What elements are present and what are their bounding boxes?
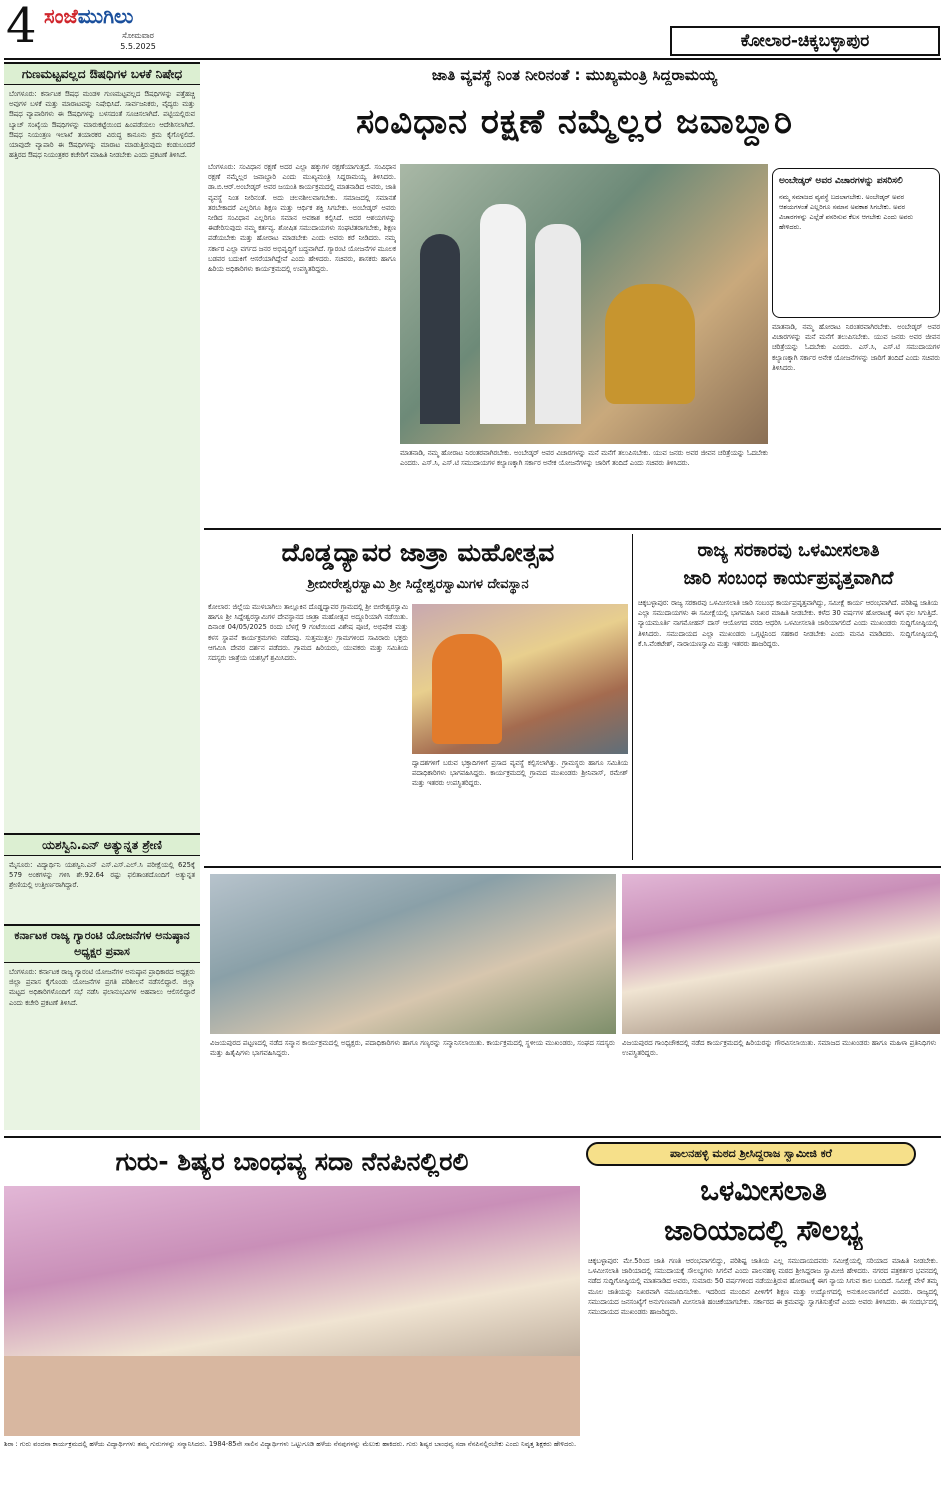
story3-headline: ಕರ್ನಾಟಕ ರಾಜ್ಯ ಗ್ಯಾರಂಟಿ ಯೋಜನೆಗಳ ಅನುಷ್ಠಾನ ಅಧ್ಯಕ್ಷರ ಪ್ರವಾಸ — [4, 924, 200, 963]
jatra-body2-text: ದ್ವಾದಶಗಳಿಗೆ ಬರುವ ಭಕ್ತಾದಿಗಳಿಗೆ ಪ್ರಸಾದ ವ್ಯವಸ್ಥೆ ಕಲ್ಪಿಸಲಾಗಿತ್ತು. ಗ್ರಾಮಸ್ಥರು ಹಾಗೂ ಸಮಿತಿಯ ಪದಾಧಿಕಾರಿಗಳು ಭಾಗವಹಿಸಿದ್ದರು. ಕಾರ್ಯಕ್ರಮದಲ್ಲಿ ಗ್ರಾಮದ ಮುಖಂಡರು ಶ್ರೀನಿವಾಸ್, ರಮೇಶ್ ಮತ್ತು ಇತರರು ಉಪಸ್ಥಿತರಿದ್ದರು. — [412, 759, 628, 788]
lead-photo — [400, 164, 768, 444]
lead-body2-under-photo: ಮಾತನಾಡಿ, ನಮ್ಮ ಹೋರಾಟ ನಿರಂತರವಾಗಿರಬೇಕು. ಅಂಬೇಡ್ಕರ್ ಅವರ ವಿಚಾರಗಳನ್ನು ಮನೆ ಮನೆಗೆ ತಲುಪಿಸಬೇಕು. ಯುವ ಜನರು ಅವರ ಜೀವನ ಚರಿತ್ರೆಯನ್ನು ಓದಬೇಕು ಎಂದರು. ಎಸ್.ಸಿ, ಎಸ್.ಟಿ ಸಮುದಾಯಗಳ ಕಲ್ಯಾಣಕ್ಕಾಗಿ ಸರ್ಕಾರ ಅನೇಕ ಯೋಜನೆಗಳನ್ನು ಜಾರಿಗೆ ತಂದಿದೆ ಎಂದು ಸಚಿವರು ತಿಳಿಸಿದರು. — [400, 449, 768, 468]
left-column — [4, 62, 200, 1130]
seer-kicker: ಪಾಲನಹಳ್ಳಿ ಮಠದ ಶ್ರೀಸಿದ್ದರಾಜ ಸ್ವಾಮೀಜಿ ಕರೆ — [586, 1142, 916, 1166]
lead-body-col1 — [208, 162, 396, 522]
logo-part-2: ಮುಗಿಲು — [77, 4, 134, 28]
section-rule — [4, 1136, 941, 1138]
felicitation-photo — [210, 874, 616, 1034]
story1-headline: ಗುಣಮಟ್ಟವಲ್ಲದ ಔಷಧಿಗಳ ಬಳಕೆ ನಿಷೇಧ — [4, 62, 200, 85]
lead-pullquote — [772, 168, 940, 318]
jatra-subhead: ಶ್ರೀಬೀರೇಶ್ವರಸ್ವಾಮಿ ಶ್ರೀ ಸಿದ್ದೇಶ್ವರಸ್ವಾಮಿಗಳ ದೇವಸ್ಥಾನ — [307, 577, 529, 592]
region-banner: ಕೋಲಾರ-ಚಿಕ್ಕಬಳ್ಳಾಪುರ — [670, 26, 940, 56]
seer-headline-2: ಜಾರಿಯಾದಲ್ಲಿ ಸೌಲಭ್ಯ — [664, 1214, 863, 1247]
page-number: 4 — [6, 2, 37, 50]
jatra-body2 — [412, 758, 628, 860]
honouring-photo — [622, 874, 940, 1034]
reservation-body-text: ಚಿಕ್ಕಬಳ್ಳಾಪುರ: ರಾಜ್ಯ ಸರಕಾರವು ಒಳಮೀಸಲಾತಿ ಜಾರಿ ಸಂಬಂಧ ಕಾರ್ಯಪ್ರವೃತ್ತವಾಗಿದ್ದು, ಸಮೀಕ್ಷೆ ಕಾರ್ಯ ಆರಂಭವಾಗಿದೆ. ಪರಿಶಿಷ್ಟ ಜಾತಿಯ ಎಲ್ಲಾ ಸಮುದಾಯಗಳು ಈ ಸಮೀಕ್ಷೆಯಲ್ಲಿ ಭಾಗವಹಿಸಿ ನಿಖರ ಮಾಹಿತಿ ನೀಡಬೇಕು. ಕಳೆದ 30 ವರ್ಷಗಳ ಹೋರಾಟಕ್ಕೆ ಈಗ ಫಲ ಸಿಗುತ್ತಿದೆ. ನ್ಯಾಯಮೂರ್ತಿ ನಾಗಮೋಹನ್ ದಾಸ್ ಆಯೋಗದ ವರದಿ ಆಧರಿಸಿ ಒಳಮೀಸಲಾತಿ ಜಾರಿಯಾಗಲಿದೆ ಎಂದು ಮುಖಂಡರು ಸುದ್ದಿಗೋಷ್ಠಿಯಲ್ಲಿ ತಿಳಿಸಿದರು. ಸಮುದಾಯದ ಎಲ್ಲಾ ಮುಖಂಡರು ಒಗ್ಗಟ್ಟಿನಿಂದ ಸಹಕಾರ ನೀಡಬೇಕು ಎಂದು ಮನವಿ ಮಾಡಿದರು. ಸುದ್ದಿಗೋಷ್ಠಿಯಲ್ಲಿ ಕೆ.ಸಿ.ವೆಂಕಟೇಶ್, ನಾರಾಯಣಸ್ವಾಮಿ ಮತ್ತು ಇತರರು ಹಾಜರಿದ್ದರು. — [638, 599, 938, 648]
felicitation-caption: ವಿಜಯಪುರದ ಪಟ್ಟಣದಲ್ಲಿ ನಡೆದ ಸನ್ಮಾನ ಕಾರ್ಯಕ್ರಮದಲ್ಲಿ ಅಧ್ಯಕ್ಷರು, ಪದಾಧಿಕಾರಿಗಳು ಹಾಗೂ ಗಣ್ಯರನ್ನು ಸನ್ಮಾನಿಸಲಾಯಿತು. ಕಾರ್ಯಕ್ರಮದಲ್ಲಿ ಸ್ಥಳೀಯ ಮುಖಂಡರು, ಸಂಘದ ಸದಸ್ಯರು ಮತ್ತು ಹಿತೈಷಿಗಳು ಭಾಗವಹಿಸಿದ್ದರು. — [210, 1039, 615, 1057]
jatra-photo — [412, 604, 628, 754]
logo-part-1: ಸಂಜೆ — [44, 4, 78, 28]
lead-body-text: ಬೆಂಗಳೂರು: ಸಂವಿಧಾನ ರಕ್ಷಣೆ ಅದರ ಎಲ್ಲಾ ಹಕ್ಕುಗಳ ರಕ್ಷಣೆಯಾಗುತ್ತದೆ. ಸಂವಿಧಾನ ರಕ್ಷಣೆ ನಮ್ಮೆಲ್ಲರ ಜವಾಬ್ದಾರಿ ಎಂದು ಮುಖ್ಯಮಂತ್ರಿ ಸಿದ್ದರಾಮಯ್ಯ ತಿಳಿಸಿದರು. ಡಾ.ಬಿ.ಆರ್.ಅಂಬೇಡ್ಕರ್ ಅವರ ಜಯಂತಿ ಕಾರ್ಯಕ್ರಮದಲ್ಲಿ ಮಾತನಾಡಿದ ಅವರು, ಜಾತಿ ವ್ಯವಸ್ಥೆ ನಿಂತ ನೀರಿನಂತೆ. ಅದು ಚಲನಶೀಲವಾಗಬೇಕು. ಸಮಾಜದಲ್ಲಿ ಸಮಾನತೆ ತರಬೇಕಾದರೆ ಎಲ್ಲರಿಗೂ ಶಿಕ್ಷಣ ಮತ್ತು ಆರ್ಥಿಕ ಶಕ್ತಿ ಸಿಗಬೇಕು. ಅಂಬೇಡ್ಕರ್ ಅವರು ನೀಡಿದ ಸಂವಿಧಾನ ಎಲ್ಲರಿಗೂ ಸಮಾನ ಅವಕಾಶ ಕಲ್ಪಿಸಿದೆ. ಅದರ ಆಶಯಗಳನ್ನು ಈಡೇರಿಸುವುದು ನಮ್ಮ ಕರ್ತವ್ಯ. ಶೋಷಿತ ಸಮುದಾಯಗಳು ಸಂಘಟಿತರಾಗಬೇಕು, ಶಿಕ್ಷಣ ಪಡೆಯಬೇಕು ಮತ್ತು ಹೋರಾಟ ಮಾಡಬೇಕು ಎಂದು ಅವರು ಕರೆ ನೀಡಿದರು. ನಮ್ಮ ಸರ್ಕಾರ ಎಲ್ಲಾ ವರ್ಗದ ಜನರ ಅಭಿವೃದ್ಧಿಗೆ ಬದ್ಧವಾಗಿದೆ. ಗ್ಯಾರಂಟಿ ಯೋಜನೆಗಳ ಮೂಲಕ ಬಡವರ ಬದುಕಿಗೆ ಆಸರೆಯಾಗಿದ್ದೇವೆ ಎಂದು ಹೇಳಿದರು. ಸಚಿವರು, ಶಾಸಕರು ಹಾಗೂ ಹಿರಿಯ ಅಧಿಕಾರಿಗಳು ಕಾರ್ಯಕ್ರಮದಲ್ಲಿ ಉಪಸ್ಥಿತರಿದ್ದರು. — [208, 163, 396, 274]
guru-group-photo — [4, 1186, 580, 1436]
pullquote-title: ಅಂಬೇಡ್ಕರ್ ಅವರ ವಿಚಾರಗಳನ್ನು ಪಸರಿಸಲಿ — [779, 176, 903, 186]
story3-body — [4, 963, 200, 1111]
section-rule — [204, 866, 941, 868]
guru-caption: ಶಿರಾ : ಗುರು ವಂದನಾ ಕಾರ್ಯಕ್ರಮದಲ್ಲಿ ಹಳೆಯ ವಿದ್ಯಾರ್ಥಿಗಳು ತಮ್ಮ ಗುರುಗಳನ್ನು ಸನ್ಮಾನಿಸಿದರು. 1984-85ನೇ ಸಾಲಿನ ವಿದ್ಯಾರ್ಥಿಗಳು ಒಟ್ಟುಗೂಡಿ ಹಳೆಯ ನೆನಪುಗಳನ್ನು ಮೆಲುಕು ಹಾಕಿದರು. ಗುರು ಶಿಷ್ಯರ ಬಾಂಧವ್ಯ ಸದಾ ನೆನಪಿನಲ್ಲಿರಬೇಕು ಎಂದು ನಿವೃತ್ತ ಶಿಕ್ಷಕರು ಹೇಳಿದರು. — [4, 1440, 577, 1448]
story1-body-text: ಬೆಂಗಳೂರು: ಕರ್ನಾಟಕ ಔಷಧ ಮಂಡಳಿ ಗುಣಮಟ್ಟವಲ್ಲದ ಔಷಧಿಗಳನ್ನು ಪತ್ತೆಹಚ್ಚಿ ಅವುಗಳ ಬಳಕೆ ಮತ್ತು ಮಾರಾಟವನ್ನು ನಿಷೇಧಿಸಿದೆ. ಸಾರ್ವಜನಿಕರು, ವೈದ್ಯರು ಮತ್ತು ಔಷಧ ವ್ಯಾಪಾರಿಗಳು ಈ ಔಷಧಿಗಳನ್ನು ಬಳಸದಂತೆ ಸೂಚಿಸಲಾಗಿದೆ. ಪಟ್ಟಿಯಲ್ಲಿರುವ ಬ್ಯಾಚ್ ಸಂಖ್ಯೆಯ ಔಷಧಿಗಳನ್ನು ಮಾರುಕಟ್ಟೆಯಿಂದ ಹಿಂಪಡೆಯಲು ಆದೇಶಿಸಲಾಗಿದೆ. ಔಷಧ ನಿಯಂತ್ರಣ ಇಲಾಖೆ ತಯಾರಕರ ವಿರುದ್ಧ ಕಾನೂನು ಕ್ರಮ ಕೈಗೊಳ್ಳಲಿದೆ. ಯಾವುದೇ ವ್ಯಾಪಾರಿ ಈ ಔಷಧಿಗಳನ್ನು ಮಾರಾಟ ಮಾಡುತ್ತಿರುವುದು ಕಂಡುಬಂದರೆ ಹತ್ತಿರದ ಔಷಧ ನಿಯಂತ್ರಕರ ಕಚೇರಿಗೆ ಮಾಹಿತಿ ನೀಡಬೇಕು ಎಂದು ಪ್ರಕಟಣೆ ತಿಳಿಸಿದೆ. — [9, 90, 195, 160]
newspaper-logo — [44, 4, 224, 32]
lead-body-col3 — [772, 322, 940, 522]
jatra-headline: ದೊಡ್ಡದ್ಯಾವರ ಜಾತ್ರಾ ಮಹೋತ್ಸವ — [281, 538, 555, 567]
dateline — [98, 30, 178, 54]
seated-row — [4, 1356, 580, 1436]
honouring-caption: ವಿಜಯಪುರದ ಗಾಂಧಿಚೌಕದಲ್ಲಿ ನಡೆದ ಕಾರ್ಯಕ್ರಮದಲ್ಲಿ ಹಿರಿಯರನ್ನು ಗೌರವಿಸಲಾಯಿತು. ಸಮಾಜದ ಮುಖಂಡರು ಹಾಗೂ ಮಹಿಳಾ ಪ್ರತಿನಿಧಿಗಳು ಉಪಸ್ಥಿತರಿದ್ದರು. — [622, 1039, 937, 1057]
lead-body2-text: ಮಾತನಾಡಿ, ನಮ್ಮ ಹೋರಾಟ ನಿರಂತರವಾಗಿರಬೇಕು. ಅಂಬೇಡ್ಕರ್ ಅವರ ವಿಚಾರಗಳನ್ನು ಮನೆ ಮನೆಗೆ ತಲುಪಿಸಬೇಕು. ಯುವ ಜನರು ಅವರ ಜೀವನ ಚರಿತ್ರೆಯನ್ನು ಓದಬೇಕು ಎಂದರು. ಎಸ್.ಸಿ, ಎಸ್.ಟಿ ಸಮುದಾಯಗಳ ಕಲ್ಯಾಣಕ್ಕಾಗಿ ಸರ್ಕಾರ ಅನೇಕ ಯೋಜನೆಗಳನ್ನು ಜಾರಿಗೆ ತಂದಿದೆ ಎಂದು ಸಚಿವರು ತಿಳಿಸಿದರು. — [772, 323, 940, 372]
lead-body-under-photo — [400, 448, 768, 522]
story2-body-text: ಮೈಸೂರು: ವಿದ್ಯಾರ್ಥಿನಿ ಯಶಸ್ವಿನಿ.ಎನ್ ಎಸ್.ಎಸ್.ಎಲ್.ಸಿ ಪರೀಕ್ಷೆಯಲ್ಲಿ 625ಕ್ಕೆ 579 ಅಂಕಗಳನ್ನು ಗಳಿಸಿ ಶೇ.92.64 ರಷ್ಟು ಫಲಿತಾಂಶದೊಂದಿಗೆ ಅತ್ಯುನ್ನತ ಶ್ರೇಣಿಯಲ್ಲಿ ಉತ್ತೀರ್ಣರಾಗಿದ್ದಾರೆ. — [9, 861, 195, 890]
lead-kicker: ಜಾತಿ ವ್ಯವಸ್ಥೆ ನಿಂತ ನೀರಿನಂತೆ : ಮುಖ್ಯಮಂತ್ರಿ ಸಿದ್ದರಾಮಯ್ಯ — [431, 66, 718, 84]
reservation-headline-1: ರಾಜ್ಯ ಸರಕಾರವು ಒಳಮೀಸಲಾತಿ — [697, 540, 880, 561]
issue-date: 5.5.2025 — [120, 42, 156, 51]
section-rule — [204, 528, 941, 530]
guru-headline: ಗುರು- ಶಿಷ್ಯರ ಬಾಂಧವ್ಯ ಸದಾ ನೆನಪಿನಲ್ಲಿರಲಿ — [115, 1147, 469, 1176]
reservation-headline-2: ಜಾರಿ ಸಂಬಂಧ ಕಾರ್ಯಪ್ರವೃತ್ತವಾಗಿದೆ — [683, 568, 894, 589]
masthead-rule — [4, 58, 941, 60]
reservation-body — [638, 598, 938, 860]
story2-headline: ಯಶಸ್ವಿನಿ.ಎನ್ ಅತ್ಯುನ್ನತ ಶ್ರೇಣಿ — [4, 833, 200, 856]
lead-headline: ಸಂವಿಧಾನ ರಕ್ಷಣೆ ನಮ್ಮೆಲ್ಲರ ಜವಾಬ್ದಾರಿ — [356, 102, 793, 142]
priest-figure — [432, 634, 502, 744]
seer-headline-1: ಒಳಮೀಸಲಾತಿ — [700, 1174, 827, 1207]
column-rule — [632, 534, 633, 860]
pullquote-body: ನಮ್ಮ ಸಮಾಜದ ವ್ಯವಸ್ಥೆ ಬದಲಾಗಬೇಕು. ಅಂಬೇಡ್ಕರ್ ಅವರ ಆಶಯಗಳಂತೆ ಎಲ್ಲರಿಗೂ ಸಮಾನ ಅವಕಾಶ ಸಿಗಬೇಕು. ಅವರ ವಿಚಾರಗಳನ್ನು ಎಲ್ಲೆಡೆ ಪಸರಿಸುವ ಕೆಲಸ ಆಗಬೇಕು ಎಂದು ಅವರು ಹೇಳಿದರು. — [779, 193, 914, 231]
person-figure — [420, 234, 460, 424]
story2-body — [4, 856, 200, 924]
statue-figure — [605, 284, 695, 404]
weekday: ಸೋಮವಾರ — [122, 31, 154, 40]
story3-body-text: ಬೆಂಗಳೂರು: ಕರ್ನಾಟಕ ರಾಜ್ಯ ಗ್ಯಾರಂಟಿ ಯೋಜನೆಗಳ ಅನುಷ್ಠಾನ ಪ್ರಾಧಿಕಾರದ ಅಧ್ಯಕ್ಷರು ಜಿಲ್ಲಾ ಪ್ರವಾಸ ಕೈಗೊಂಡು ಯೋಜನೆಗಳ ಪ್ರಗತಿ ಪರಿಶೀಲನೆ ನಡೆಸಲಿದ್ದಾರೆ. ಜಿಲ್ಲಾ ಮಟ್ಟದ ಅಧಿಕಾರಿಗಳೊಂದಿಗೆ ಸಭೆ ನಡೆಸಿ ಫಲಾನುಭವಿಗಳ ಅಹವಾಲು ಆಲಿಸಲಿದ್ದಾರೆ ಎಂದು ಕಚೇರಿ ಪ್ರಕಟಣೆ ತಿಳಿಸಿದೆ. — [9, 968, 195, 1007]
seer-body-text: ಚಿಕ್ಕಬಳ್ಳಾಪುರ: ಮೇ.5ರಿಂದ ಜಾತಿ ಗಣತಿ ಆರಂಭವಾಗಲಿದ್ದು, ಪರಿಶಿಷ್ಟ ಜಾತಿಯ ಎಲ್ಲ ಸಮುದಾಯದವರು ಸಮೀಕ್ಷೆಯಲ್ಲಿ ಸರಿಯಾದ ಮಾಹಿತಿ ನೀಡಬೇಕು. ಒಳಮೀಸಲಾತಿ ಜಾರಿಯಾದಲ್ಲಿ ಸಮುದಾಯಕ್ಕೆ ಸೌಲಭ್ಯಗಳು ಸಿಗಲಿವೆ ಎಂದು ಪಾಲನಹಳ್ಳಿ ಮಠದ ಶ್ರೀಸಿದ್ದರಾಜ ಸ್ವಾಮೀಜಿ ಹೇಳಿದರು. ನಗರದ ಪತ್ರಕರ್ತರ ಭವನದಲ್ಲಿ ನಡೆದ ಸುದ್ದಿಗೋಷ್ಠಿಯಲ್ಲಿ ಮಾತನಾಡಿದ ಅವರು, ಸುಮಾರು 50 ವರ್ಷಗಳಿಂದ ನಡೆಯುತ್ತಿರುವ ಹೋರಾಟಕ್ಕೆ ಈಗ ನ್ಯಾಯ ಸಿಗುವ ಕಾಲ ಬಂದಿದೆ. ಸಮೀಕ್ಷೆ ವೇಳೆ ತಮ್ಮ ಮೂಲ ಜಾತಿಯನ್ನು ನಿಖರವಾಗಿ ನಮೂದಿಸಬೇಕು. ಇದರಿಂದ ಮುಂದಿನ ಪೀಳಿಗೆಗೆ ಶಿಕ್ಷಣ ಮತ್ತು ಉದ್ಯೋಗದಲ್ಲಿ ಅನುಕೂಲವಾಗಲಿದೆ ಎಂದರು. ರಾಜ್ಯದಲ್ಲಿ ಸಮುದಾಯದ ಜನಸಂಖ್ಯೆಗೆ ಅನುಗುಣವಾಗಿ ಮೀಸಲಾತಿ ಹಂಚಿಕೆಯಾಗಬೇಕು. ಸರ್ಕಾರದ ಈ ಕ್ರಮವನ್ನು ಸ್ವಾಗತಿಸುತ್ತೇವೆ ಎಂದು ಅವರು ತಿಳಿಸಿದರು. ಈ ಸಂದರ್ಭದಲ್ಲಿ ಸಮುದಾಯದ ಮುಖಂಡರು ಹಾಜರಿದ್ದರು. — [588, 1257, 938, 1317]
person-figure — [535, 224, 581, 424]
seer-body — [588, 1256, 938, 1490]
jatra-body — [208, 602, 408, 860]
person-figure — [480, 204, 526, 424]
jatra-body-text: ಕೋಲಾರ: ಜಿಲ್ಲೆಯ ಮುಳಬಾಗಿಲು ತಾಲ್ಲೂಕಿನ ದೊಡ್ಡದ್ಯಾವರ ಗ್ರಾಮದಲ್ಲಿ ಶ್ರೀ ಬೀರೇಶ್ವರಸ್ವಾಮಿ ಹಾಗೂ ಶ್ರೀ ಸಿದ್ದೇಶ್ವರಸ್ವಾಮಿಗಳ ದೇವಸ್ಥಾನದ ಜಾತ್ರಾ ಮಹೋತ್ಸವ ಅದ್ದೂರಿಯಾಗಿ ನಡೆಯಿತು. ದಿನಾಂಕ 04/05/2025 ರಂದು ಬೆಳಗ್ಗೆ 9 ಗಂಟೆಯಿಂದ ವಿಶೇಷ ಪೂಜೆ, ಅಭಿಷೇಕ ಮತ್ತು ಕಳಸ ಸ್ಥಾಪನೆ ಕಾರ್ಯಕ್ರಮಗಳು ನಡೆದವು. ಸುತ್ತಮುತ್ತಲ ಗ್ರಾಮಗಳಿಂದ ಸಾವಿರಾರು ಭಕ್ತರು ಆಗಮಿಸಿ ದೇವರ ದರ್ಶನ ಪಡೆದರು. ಗ್ರಾಮದ ಹಿರಿಯರು, ಯುವಕರು ಮತ್ತು ಸಮಿತಿಯ ಸದಸ್ಯರು ಜಾತ್ರೆಯ ಯಶಸ್ಸಿಗೆ ಶ್ರಮಿಸಿದರು. — [208, 603, 408, 663]
story1-body — [4, 85, 200, 833]
